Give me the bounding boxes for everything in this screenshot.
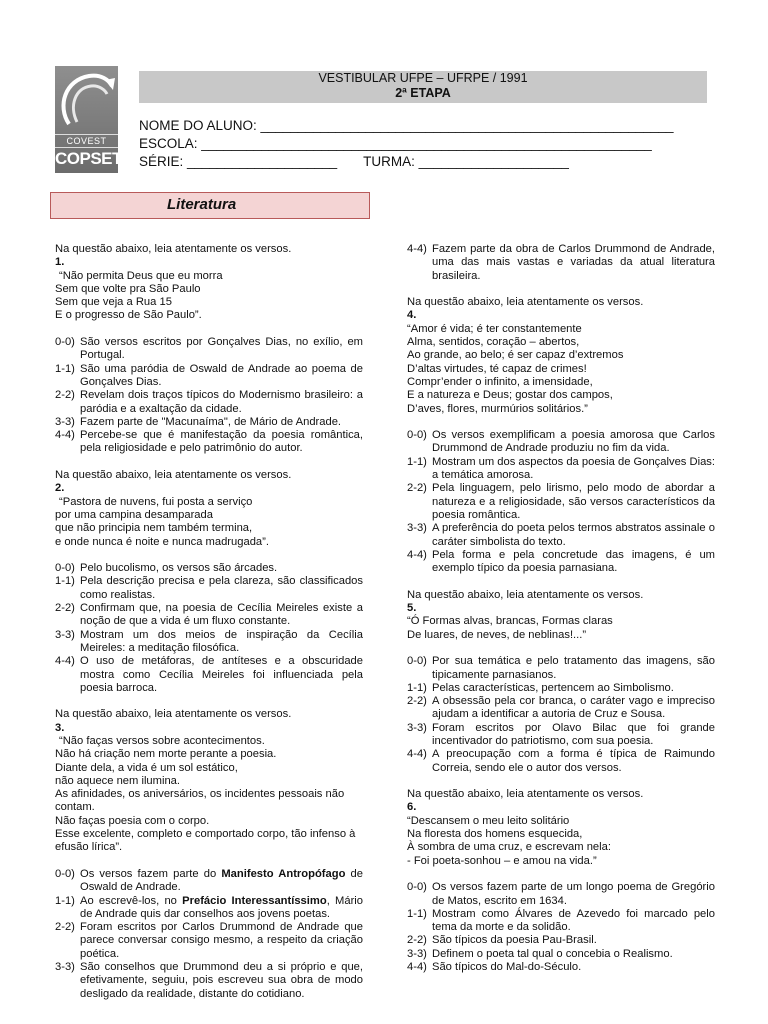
escola-field: ESCOLA: ____________________________________________________________	[139, 136, 652, 151]
right-column	[407, 243, 715, 974]
option-code: 0-0)	[407, 881, 427, 894]
verse: Diante dela, a vida é um sol estático,	[55, 761, 238, 774]
option	[55, 363, 363, 390]
option-code: 0-0)	[407, 429, 427, 442]
student-fields	[139, 117, 673, 171]
option-text: Foram escritos por Carlos Drummond de Andrade que parece conversar consigo mesmo, a respeito da criação poética.	[80, 921, 363, 960]
verse: Sem que volte pra São Paulo	[55, 282, 201, 295]
option-code: 2-2)	[55, 921, 75, 934]
option	[407, 682, 715, 695]
option-text: São típicos da poesia Pau-Brasil.	[432, 934, 597, 947]
exam-stage: 2ª ETAPA	[395, 86, 451, 100]
option-code: 1-1)	[407, 455, 427, 468]
option-text: Mostram um dos meios de inspiração da Cecília Meireles: a meditação filosófica.	[80, 628, 363, 654]
option-text: Pela linguagem, pelo lirismo, pelo modo de abordar a natureza e a religiosidade, são versos característicos da poesia romântica.	[432, 482, 715, 521]
option	[55, 961, 363, 1001]
option	[55, 868, 363, 895]
verse: que não principia nem também termina,	[55, 522, 253, 535]
instruction: Na questão abaixo, leia atentamente os versos.	[407, 296, 644, 309]
option-text: Fazem parte da obra de Carlos Drummond de Andrade, uma das mais vastas e variadas da atual literatura brasileira.	[432, 243, 715, 282]
option-code: 4-4)	[407, 243, 427, 255]
question-number: 5.	[407, 602, 417, 615]
option-code: 1-1)	[55, 575, 75, 588]
instruction: Na questão abaixo, leia atentamente os versos.	[55, 469, 292, 482]
option-text: Ao escrevê-los, no Prefácio Interessantíssimo, Mário de Andrade quis dar conselhos aos jovens poetas.	[80, 894, 364, 920]
option-text: Mostram um dos aspectos da poesia de Gonçalves Dias: a temática amorosa.	[432, 455, 715, 482]
verse: “Descansem o meu leito solitário	[407, 814, 570, 827]
instruction: Na questão abaixo, leia atentamente os versos.	[407, 588, 644, 601]
option-code: 1-1)	[55, 894, 75, 907]
option-text: Revelam dois traços típicos do Modernismo brasileiro: a paródia e a exaltação da cidade.	[80, 389, 363, 415]
option	[407, 456, 715, 483]
option	[407, 934, 715, 947]
option-code: 0-0)	[55, 336, 75, 349]
serie-turma-field: SÉRIE: ____________________ TURMA: ____________________	[139, 154, 569, 169]
verse: Sem que veja a Rua 15	[55, 296, 172, 309]
section-box	[50, 192, 370, 219]
verse: Não há criação nem morte perante a poesia.	[55, 748, 277, 761]
option-text: A obsessão pela cor branca, o caráter vago e impreciso ajudam a identificar a autoria de Cruz e Sousa.	[432, 695, 715, 721]
nome-field: NOME DO ALUNO: _______________________________________________________	[139, 118, 674, 133]
question-number: 3.	[55, 721, 65, 734]
left-column	[55, 243, 363, 1001]
question-number: 2.	[55, 482, 65, 495]
option-text: Pelo bucolismo, os versos são árcades.	[80, 562, 278, 575]
option	[407, 722, 715, 749]
instruction: Na questão abaixo, leia atentamente os versos.	[407, 788, 644, 801]
option	[55, 389, 363, 416]
option	[55, 416, 363, 429]
option-code: 3-3)	[407, 947, 427, 960]
option-text: A preferência do poeta pelos termos abstratos assinale o caráter simbolista do texto.	[432, 522, 715, 548]
option-code: 3-3)	[55, 961, 75, 974]
option-text: Percebe-se que é manifestação da poesia romântica, pela religiosidade e pelo patrimônio do autor.	[80, 429, 363, 455]
option	[407, 243, 715, 283]
verse: “Não faças versos sobre acontecimentos.	[59, 734, 265, 747]
question-number: 1.	[55, 256, 65, 269]
option	[407, 549, 715, 576]
exam-title: VESTIBULAR UFPE – UFRPE / 1991	[318, 71, 528, 85]
option-code: 1-1)	[55, 362, 75, 375]
question-number: 4.	[407, 309, 417, 322]
option-code: 3-3)	[407, 522, 427, 535]
option-text: Mostram como Álvares de Azevedo foi marcado pelo tema da morte e da solidão.	[432, 907, 715, 934]
option-code: 1-1)	[407, 681, 427, 694]
option-text: São típicos do Mal-do-Século.	[432, 961, 582, 974]
option-code: 2-2)	[407, 695, 427, 708]
verse: - Foi poeta-sonhou – e amou na vida.”	[407, 854, 597, 867]
option-code: 2-2)	[55, 389, 75, 402]
question-number: 6.	[407, 801, 417, 814]
option-text: Pela descrição precisa e pela clareza, são classificados como realistas.	[80, 575, 363, 601]
verse: Compr’ender o infinito, a imensidade,	[407, 375, 593, 388]
option-code: 4-4)	[407, 548, 427, 561]
verse: por uma campina desamparada	[55, 508, 213, 521]
verse: “Ó Formas alvas, brancas, Formas claras	[407, 615, 613, 628]
verse: “Não permita Deus que eu morra	[59, 269, 223, 282]
option-text: São versos escritos por Gonçalves Dias, no exílio, em Portugal.	[80, 336, 363, 362]
option-code: 3-3)	[407, 721, 427, 734]
verse: As afinidades, os aniversários, os incidentes pessoais não contam.	[55, 788, 345, 814]
option-code: 4-4)	[407, 961, 427, 974]
verse: Ao grande, ao belo; é ser capaz d’extremos	[407, 349, 624, 362]
option-code: 3-3)	[55, 415, 75, 428]
option	[55, 921, 363, 961]
option	[55, 895, 363, 922]
option-text: Os versos exemplificam a poesia amorosa que Carlos Drummond de Andrade produziu no fim da vida.	[432, 429, 715, 455]
logo-text-copset: COPSET	[55, 149, 122, 168]
logo-swirl-icon	[55, 66, 118, 136]
verse: Esse excelente, completo e comportado corpo, tão infenso à efusão lírica”.	[55, 828, 356, 854]
option-text: São conselhos que Drummond deu a si próprio e que, efetivamente, seguiu, pois escreveu sua obra de modo desligado da realidade, distante do cotidiano.	[80, 961, 363, 1000]
verse: À sombra de uma cruz, e escrevam nela:	[407, 841, 611, 854]
option	[55, 602, 363, 629]
option	[407, 948, 715, 961]
verse: De luares, de neves, de neblinas!...”	[407, 628, 587, 641]
verse: D’aves, flores, murmúrios solitários.”	[407, 402, 588, 415]
option-text: Confirmam que, na poesia de Cecília Meireles existe a noção de que a vida é um fluxo constante.	[80, 602, 363, 628]
verse: D’altas virtudes, té capaz de crimes!	[407, 362, 587, 375]
option	[407, 482, 715, 522]
option	[407, 881, 715, 908]
instruction: Na questão abaixo, leia atentamente os versos.	[55, 243, 292, 255]
option-code: 2-2)	[407, 934, 427, 947]
option-code: 4-4)	[407, 748, 427, 761]
verse: Na floresta dos homens esquecida,	[407, 828, 583, 841]
verse: e onde nunca é noite e nunca madrugada”.	[55, 535, 269, 548]
verse: não aquece nem ilumina.	[55, 774, 181, 787]
instruction: Na questão abaixo, leia atentamente os versos.	[55, 708, 292, 721]
option-code: 0-0)	[55, 867, 75, 880]
verse: “Pastora de nuvens, fui posta a serviço	[59, 495, 253, 508]
option-text: Os versos fazem parte do Manifesto Antropófago de Oswald de Andrade.	[80, 867, 363, 894]
option	[55, 655, 363, 695]
option-code: 4-4)	[55, 655, 75, 668]
option	[407, 908, 715, 935]
option-text: O uso de metáforas, de antíteses e a obscuridade mostra como Cecília Meireles foi influenciada pela poesia barroca.	[80, 655, 363, 694]
option	[55, 629, 363, 656]
option-text: Fazem parte de "Macunaíma", de Mário de Andrade.	[80, 415, 342, 428]
option	[407, 695, 715, 722]
option-text: Definem o poeta tal qual o concebia o Realismo.	[432, 947, 673, 960]
verse: Alma, sentidos, coração – abertos,	[407, 336, 580, 349]
option	[407, 429, 715, 456]
option-code: 0-0)	[407, 655, 427, 668]
option	[55, 562, 363, 575]
logo-text-covest: COVEST	[55, 134, 118, 148]
option-code: 0-0)	[55, 562, 75, 575]
option-code: 4-4)	[55, 429, 75, 442]
option	[55, 429, 363, 456]
option	[407, 748, 715, 775]
option-text: Pela forma e pela concretude das imagens, é um exemplo típico da poesia parnasiana.	[432, 548, 715, 575]
option-code: 2-2)	[55, 602, 75, 615]
option	[407, 961, 715, 974]
section-title: Literatura	[167, 196, 237, 213]
option-text: São uma paródia de Oswald de Andrade ao poema de Gonçalves Dias.	[80, 362, 363, 388]
option-text: Foram escritos por Olavo Bilac que foi grande incentivador do patriotismo, com sua poesia.	[432, 721, 715, 747]
option-text: Os versos fazem parte de um longo poema de Gregório de Matos, escrito em 1634.	[432, 881, 715, 907]
option-code: 1-1)	[407, 907, 427, 920]
option-code: 3-3)	[55, 628, 75, 641]
verse: Não faças poesia com o corpo.	[55, 814, 210, 827]
covest-copset-logo	[55, 66, 122, 173]
option-text: A preocupação com a forma é típica de Raimundo Correia, sendo ele o autor dos versos.	[432, 748, 715, 774]
verse: E a natureza e Deus; gostar dos campos,	[407, 389, 613, 402]
option	[407, 655, 715, 682]
option	[55, 336, 363, 363]
verse: E o progresso de São Paulo”.	[55, 309, 202, 322]
option-text: Por sua temática e pelo tratamento das imagens, são tipicamente parnasianos.	[432, 655, 715, 681]
option	[407, 522, 715, 549]
option	[55, 575, 363, 602]
verse: “Amor é vida; é ter constantemente	[407, 322, 582, 335]
option-text: Pelas características, pertencem ao Simbolismo.	[432, 681, 674, 694]
exam-banner	[139, 71, 707, 103]
option-code: 2-2)	[407, 482, 427, 495]
